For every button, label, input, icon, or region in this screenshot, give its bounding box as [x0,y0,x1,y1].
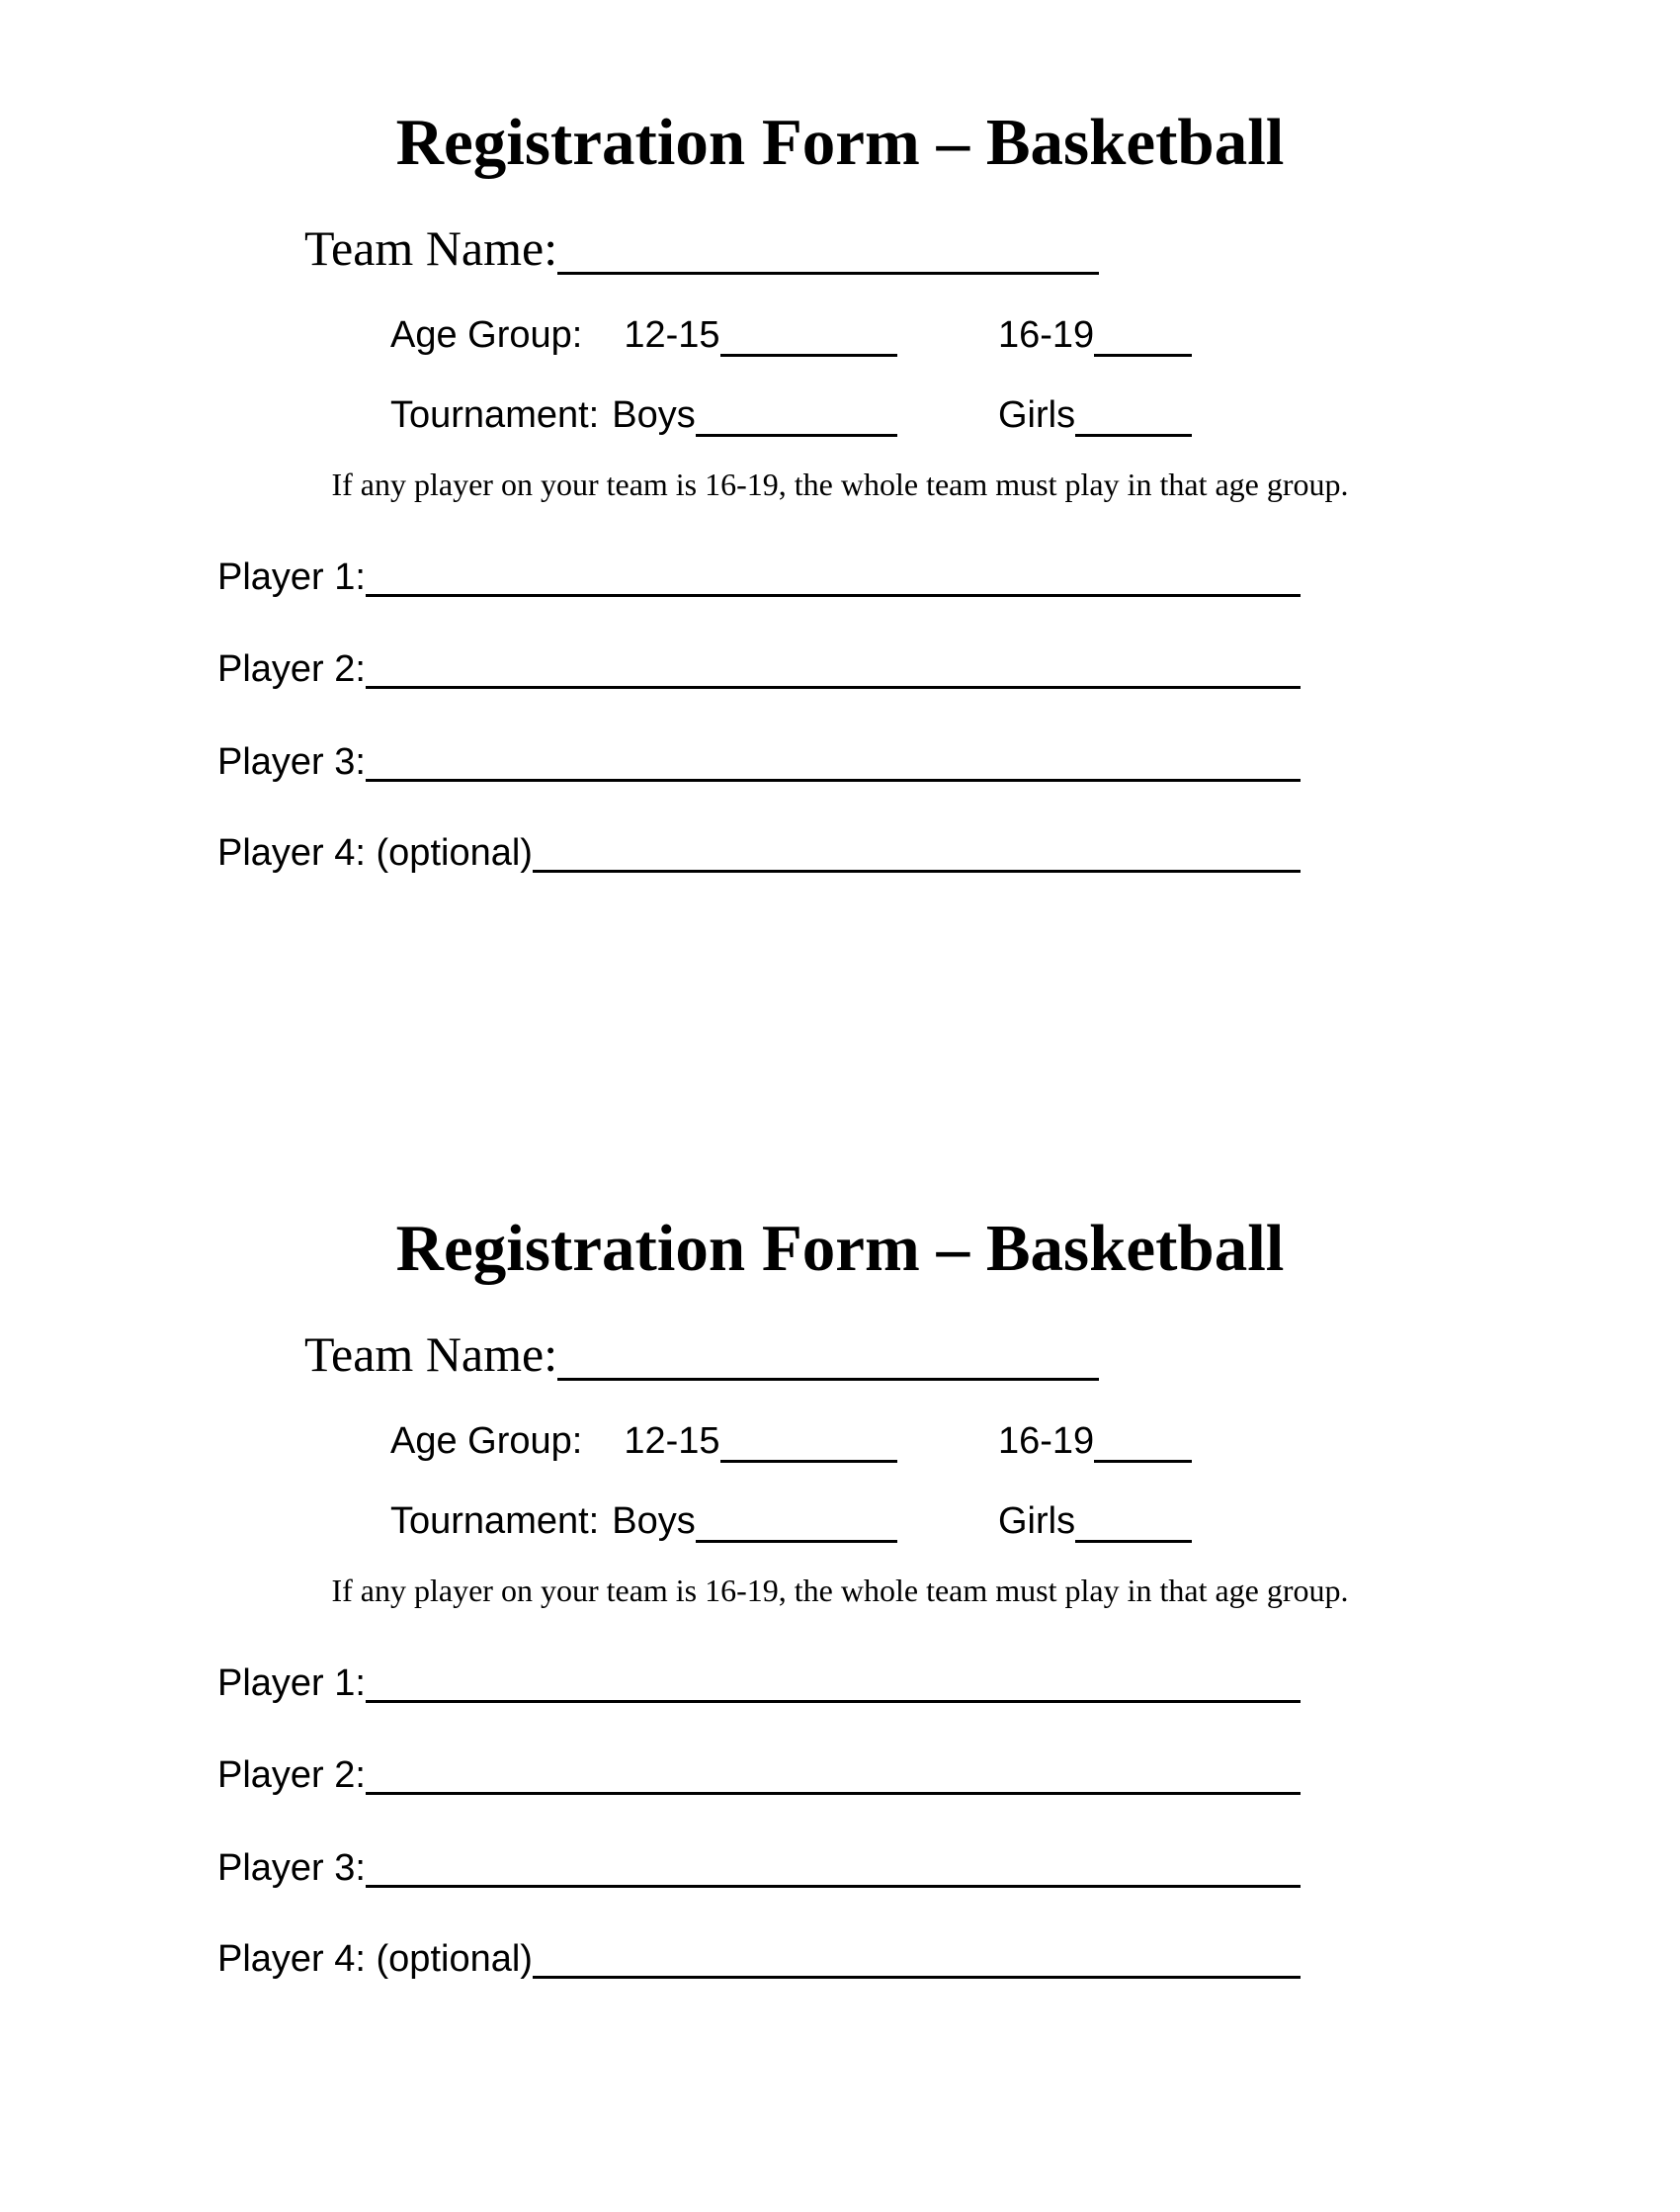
registration-form-copy-2 [0,1106,1680,2212]
tournament-option-boys-blank-line [696,434,897,437]
player-2-field [217,647,1301,693]
player-4-field [217,1937,1301,1983]
age-group-note: If any player on your team is 16-19, the whole team must play in that age group. [331,1573,1349,1608]
player-4-label: Player 4: (optional) [217,1938,533,1981]
age-option-12-15-label: 12-15 [624,314,720,357]
tournament-option-girls-label: Girls [998,1500,1076,1543]
form-title: Registration Form – Basketball [395,1212,1285,1285]
tournament-label: Tournament: [390,394,600,437]
player-1-label: Player 1: [217,556,366,599]
age-option-16-19-label: 16-19 [998,314,1095,357]
team-name-blank-line [557,272,1099,275]
tournament-option-boys-label: Boys [612,394,696,437]
tournament-option-girls-label: Girls [998,394,1076,437]
tournament-field [390,1499,1192,1545]
team-name-label: Team Name: [304,220,558,276]
tournament-field [390,393,1192,439]
age-group-label: Age Group: [390,314,583,357]
player-4-blank-line [533,870,1301,873]
tournament-col-boys [390,1499,897,1545]
tournament-option-boys-label: Boys [612,1500,696,1543]
player-3-field [217,1846,1301,1892]
tournament-col-girls [998,393,1192,439]
age-option-16-19-label: 16-19 [998,1420,1095,1463]
player-4-label: Player 4: (optional) [217,832,533,875]
player-4-field [217,831,1301,877]
player-3-label: Player 3: [217,741,366,784]
player-1-label: Player 1: [217,1662,366,1705]
player-2-label: Player 2: [217,648,366,691]
tournament-label: Tournament: [390,1500,600,1543]
tournament-col-boys [390,393,897,439]
player-1-blank-line [366,594,1301,597]
age-group-field [390,1419,1192,1465]
age-group-col-12-15 [390,1419,897,1465]
tournament-option-girls-blank-line [1075,434,1192,437]
player-2-field [217,1753,1301,1799]
player-3-label: Player 3: [217,1847,366,1890]
player-3-blank-line [366,1885,1301,1888]
tournament-option-girls-blank-line [1075,1540,1192,1543]
player-2-blank-line [366,1792,1301,1795]
age-group-label: Age Group: [390,1420,583,1463]
age-group-col-16-19 [998,1419,1192,1465]
team-name-blank-line [557,1378,1099,1381]
player-4-blank-line [533,1976,1301,1979]
player-1-blank-line [366,1700,1301,1703]
form-title: Registration Form – Basketball [395,106,1285,179]
team-name-field [304,218,1099,278]
player-2-label: Player 2: [217,1754,366,1797]
age-option-16-19-blank-line [1094,354,1192,357]
player-1-field [217,1661,1301,1707]
tournament-option-boys-blank-line [696,1540,897,1543]
team-name-field [304,1324,1099,1384]
tournament-col-girls [998,1499,1192,1545]
player-1-field [217,555,1301,601]
player-3-field [217,740,1301,786]
age-group-col-12-15 [390,313,897,359]
player-2-blank-line [366,686,1301,689]
age-group-col-16-19 [998,313,1192,359]
age-option-12-15-label: 12-15 [624,1420,720,1463]
age-option-16-19-blank-line [1094,1460,1192,1463]
age-group-note: If any player on your team is 16-19, the whole team must play in that age group. [331,467,1349,502]
age-option-12-15-blank-line [720,1460,897,1463]
age-group-field [390,313,1192,359]
player-3-blank-line [366,779,1301,782]
team-name-label: Team Name: [304,1326,558,1382]
age-option-12-15-blank-line [720,354,897,357]
